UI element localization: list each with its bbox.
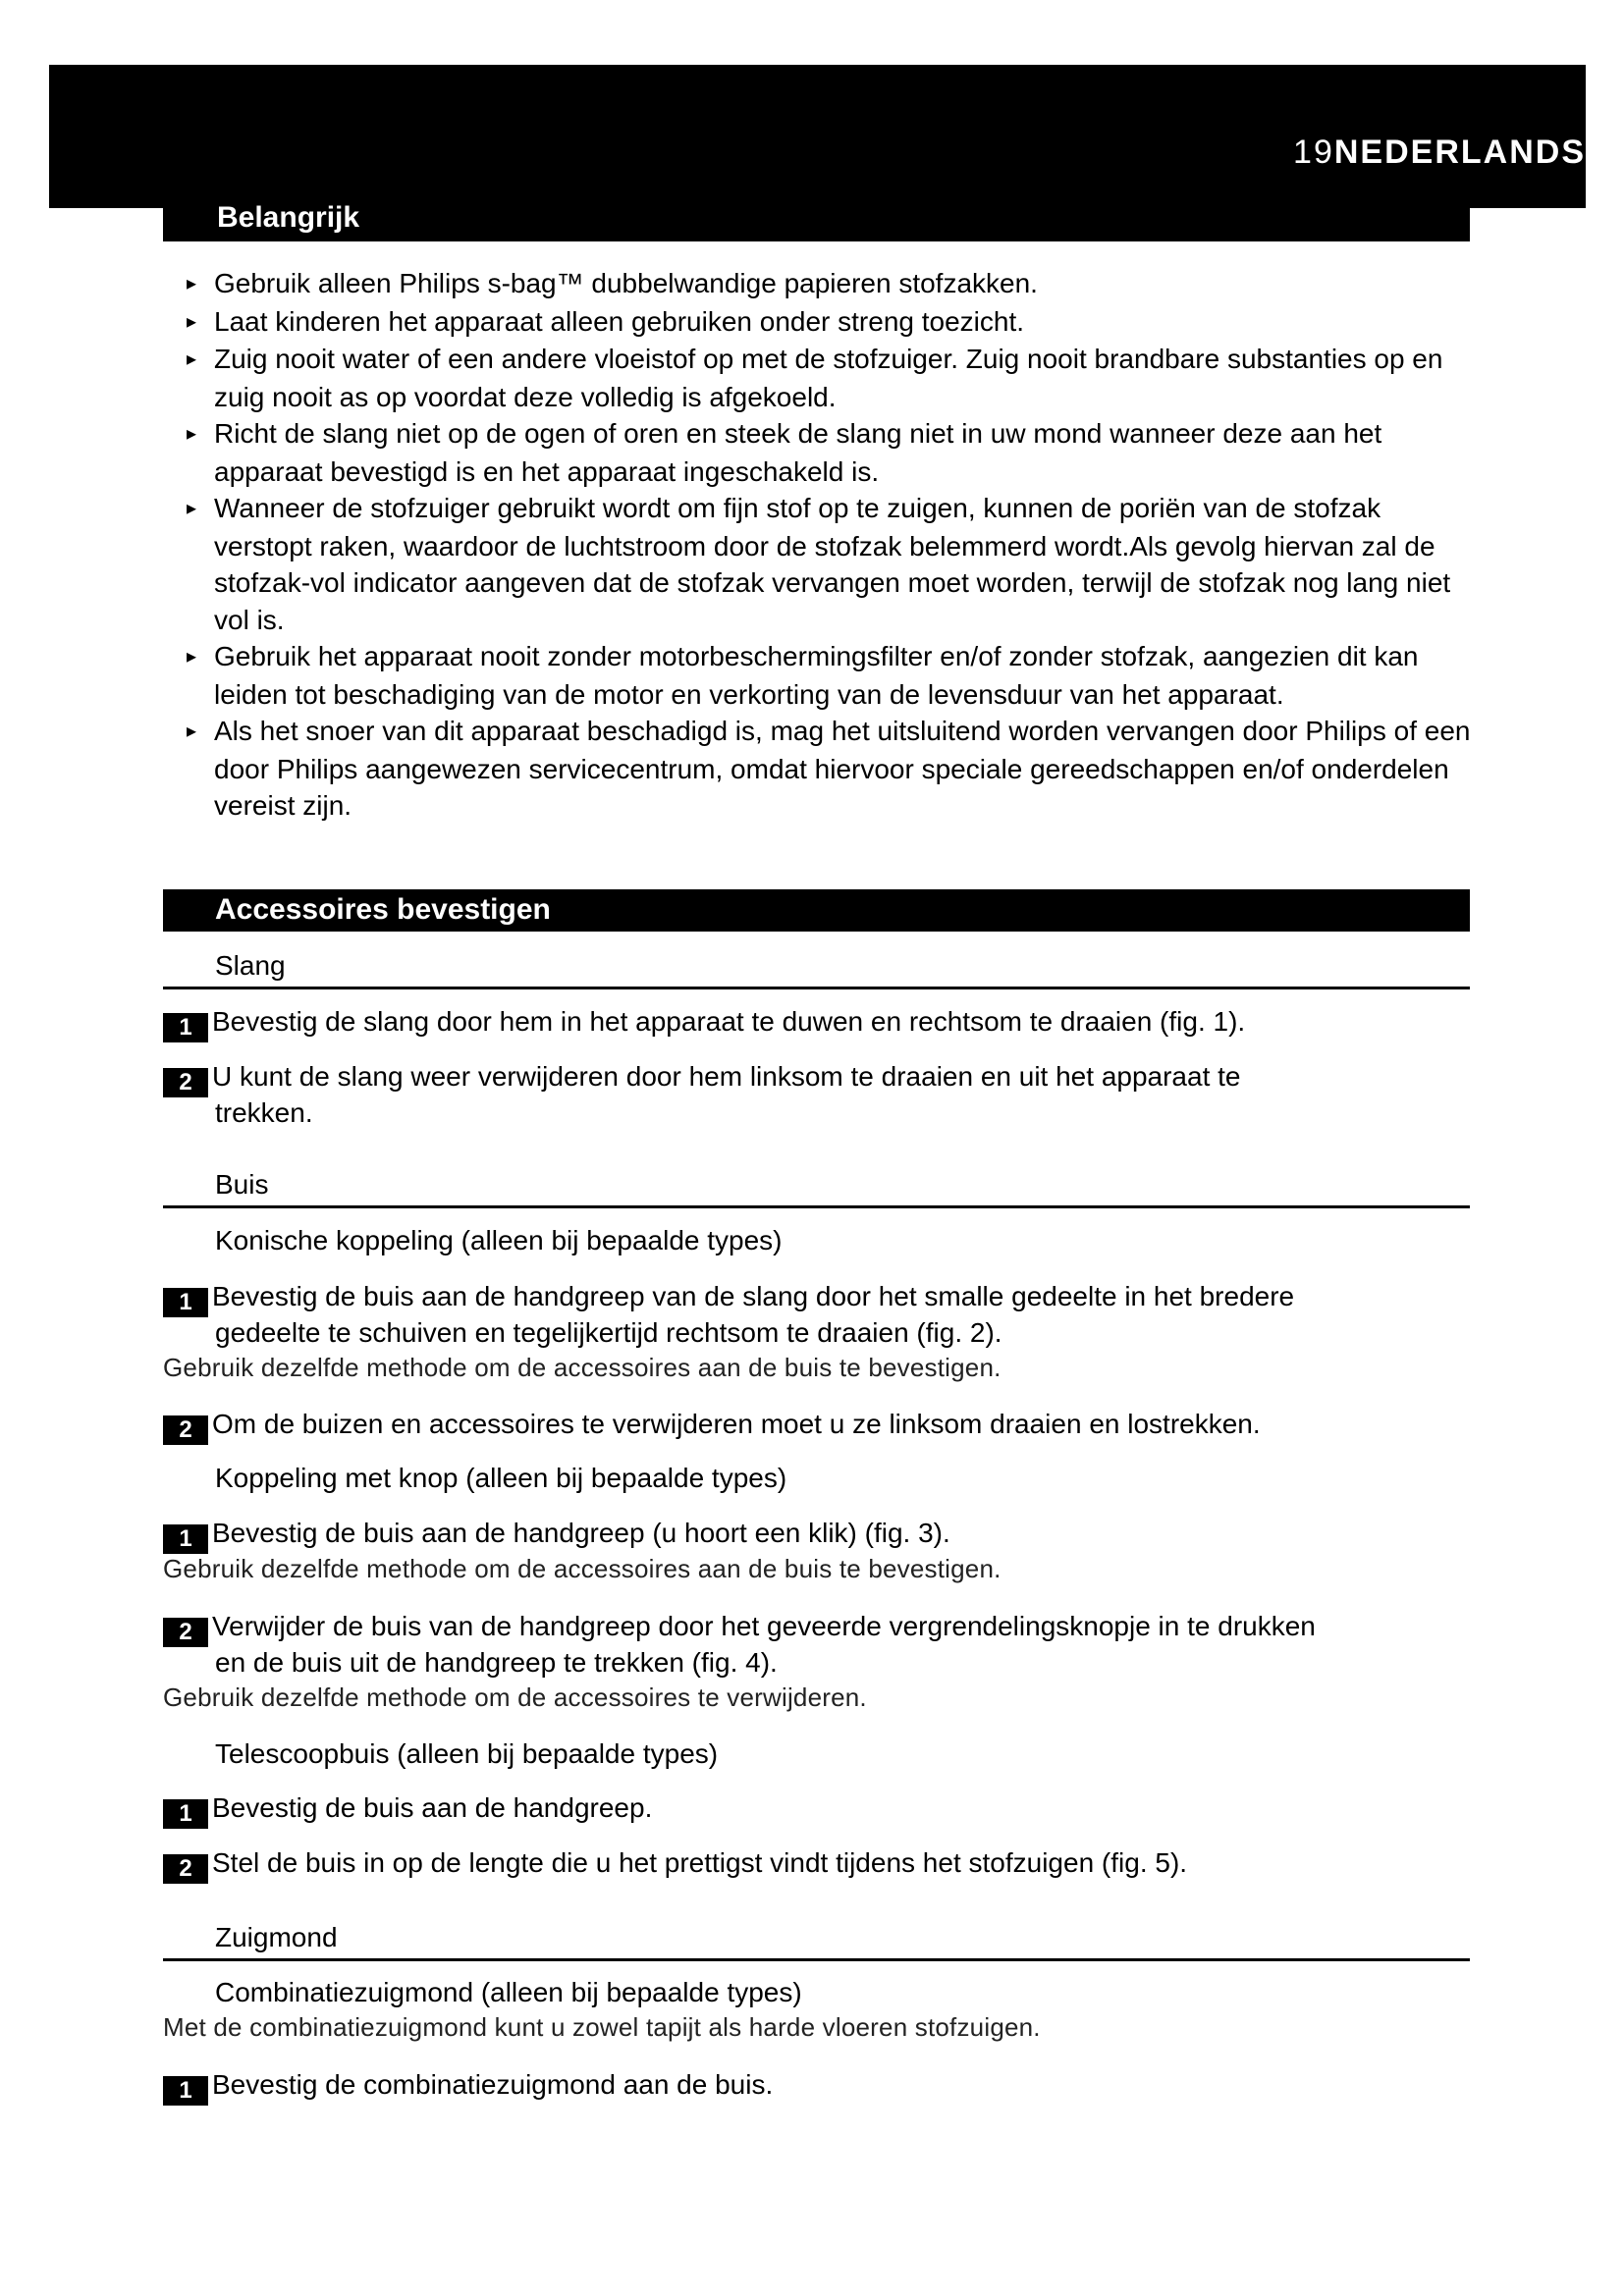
header-bar	[49, 65, 1586, 208]
step-number: 1	[163, 1288, 208, 1317]
divider	[163, 1205, 1470, 1208]
page-label	[1293, 133, 1586, 172]
knop-note-1: Gebruik dezelfde methode om de accessoires aan de buis te bevestigen.	[163, 1554, 1001, 1583]
slang-step-2: 2 U kunt de slang weer verwijderen door hem linksom te draaien en uit het apparaat te	[163, 1058, 1240, 1097]
step-number: 1	[163, 1013, 208, 1042]
knop-step-2: 2 Verwijder de buis van de handgreep door het geveerde vergrendelingsknopje in te drukken	[163, 1608, 1316, 1647]
zuigmond-heading: Zuigmond	[215, 1922, 338, 1952]
list-item: ▸ Wanneer de stofzuiger gebruikt wordt om fijn stof op te zuigen, kunnen de poriën van de stofzak verstopt raken, waardoor de luchtstroom door de stofzak belemmerd wordt.Als gevolg hiervan zal de stofzak-vol indicator aangeven dat de stofzak vervangen moet worden, terwijl de stofzak nog lang niet vol is.	[187, 493, 1451, 635]
divider	[163, 1958, 1470, 1961]
combi-heading: Combinatiezuigmond (alleen bij bepaalde types)	[215, 1977, 802, 2007]
slang-heading: Slang	[215, 950, 286, 981]
list-item: ▸ Zuig nooit water of een andere vloeistof op met de stofzuiger. Zuig nooit brandbare substanties op en zuig nooit as op voordat deze volledig is afgekoeld.	[187, 344, 1443, 412]
step-number: 2	[163, 1618, 208, 1647]
telescoop-heading: Telescoopbuis (alleen bij bepaalde types)	[215, 1738, 719, 1769]
list-item: ▸ Richt de slang niet op de ogen of oren en steek de slang niet in uw mond wanneer deze aan het apparaat bevestigd is en het apparaat ingeschakeld is.	[187, 418, 1382, 487]
step-number: 1	[163, 1524, 208, 1554]
bullet-icon: ▸	[187, 273, 197, 294]
bullet-icon: ▸	[187, 348, 197, 370]
konisch-heading: Konische koppeling (alleen bij bepaalde types)	[215, 1225, 783, 1255]
list-item: ▸ Als het snoer van dit apparaat beschadigd is, mag het uitsluitend worden vervangen door Philips of een door Philips aangewezen servicecentrum, omdat hiervoor speciale gereedschappen en/of onderdelen vereist zijn.	[187, 716, 1471, 821]
important-title: Belangrijk	[217, 201, 360, 234]
slang-step-1: 1 Bevestig de slang door hem in het apparaat te duwen en rechtsom te draaien (fig. 1).	[163, 1003, 1245, 1042]
step-number: 1	[163, 1799, 208, 1829]
important-bullet-list	[163, 265, 1479, 825]
language-label: NEDERLANDS	[1333, 133, 1586, 171]
step-number: 2	[163, 1854, 208, 1884]
slang-step-2-cont: trekken.	[215, 1097, 313, 1128]
list-item: ▸ Laat kinderen het apparaat alleen gebruiken onder streng toezicht.	[163, 303, 1479, 342]
bullet-icon: ▸	[187, 646, 197, 667]
step-number: 2	[163, 1415, 208, 1445]
page-number: 19	[1293, 133, 1334, 171]
telescoop-step-2: 2 Stel de buis in op de lengte die u het prettigst vindt tijdens het stofzuigen (fig. 5).	[163, 1844, 1187, 1884]
knop-step-2-cont: en de buis uit de handgreep te trekken (fig. 4).	[215, 1647, 778, 1678]
buis-heading: Buis	[215, 1169, 269, 1200]
combi-step-1: 1 Bevestig de combinatiezuigmond aan de buis.	[163, 2066, 773, 2106]
konisch-step-2: 2 Om de buizen en accessoires te verwijderen moet u ze linksom draaien en lostrekken.	[163, 1406, 1261, 1445]
knop-heading: Koppeling met knop (alleen bij bepaalde types)	[215, 1463, 787, 1493]
divider	[163, 987, 1470, 989]
telescoop-step-1: 1 Bevestig de buis aan de handgreep.	[163, 1789, 652, 1829]
konisch-step-1-cont: gedeelte te schuiven en tegelijkertijd rechtsom te draaien (fig. 2).	[215, 1317, 1002, 1348]
konisch-step-1: 1 Bevestig de buis aan de handgreep van de slang door het smalle gedeelte in het bredere	[163, 1278, 1294, 1317]
bullet-icon: ▸	[187, 423, 197, 445]
list-item: ▸ Gebruik het apparaat nooit zonder motorbeschermingsfilter en/of zonder stofzak, aangezien dit kan leiden tot beschadiging van de motor en verkorting van de levensduur van het apparaat.	[187, 641, 1419, 710]
header-clip	[1586, 0, 1624, 2296]
bullet-icon: ▸	[187, 721, 197, 742]
step-number: 2	[163, 1068, 208, 1097]
bullet-icon: ▸	[187, 498, 197, 519]
knop-note-2: Gebruik dezelfde methode om de accessoires te verwijderen.	[163, 1682, 867, 1712]
knop-step-1: 1 Bevestig de buis aan de handgreep (u hoort een klik) (fig. 3).	[163, 1515, 950, 1554]
list-item: ▸ Gebruik alleen Philips s-bag™ dubbelwandige papieren stofzakken.	[163, 265, 1479, 303]
combi-note: Met de combinatiezuigmond kunt u zowel tapijt als harde vloeren stofzuigen.	[163, 2012, 1041, 2042]
accessories-title: Accessoires bevestigen	[215, 893, 551, 926]
accessories-section-bar	[163, 889, 1470, 932]
step-number: 1	[163, 2076, 208, 2106]
konisch-note: Gebruik dezelfde methode om de accessoires aan de buis te bevestigen.	[163, 1353, 1001, 1382]
bullet-icon: ▸	[187, 310, 197, 333]
important-section-bar	[163, 193, 1470, 241]
